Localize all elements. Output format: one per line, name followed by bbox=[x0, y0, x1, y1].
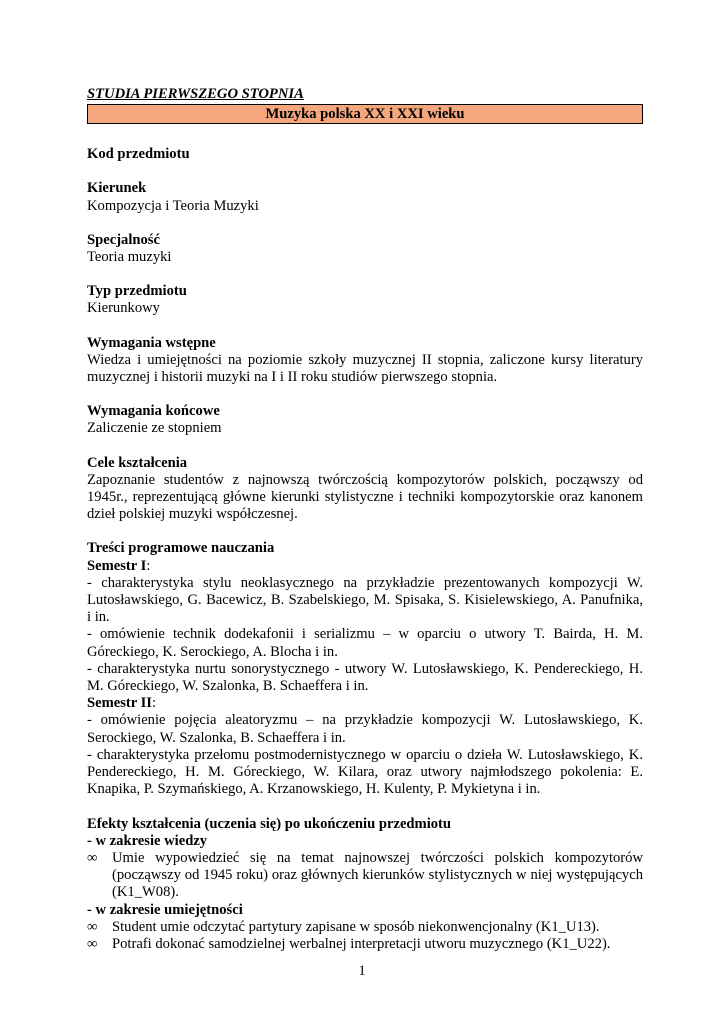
semester-2-label: Semestr II: bbox=[87, 695, 157, 712]
outcome-text: Student umie odczytać partytury zapisane w sposób niekonwencjonalny (K1_U13). bbox=[112, 918, 600, 935]
course-title-box: Muzyka polska XX i XXI wieku bbox=[87, 104, 643, 124]
list-item bbox=[87, 936, 643, 953]
page-number: 1 bbox=[358, 963, 366, 979]
field-heading: Kierunek bbox=[87, 180, 147, 197]
infinity-bullet-icon: ∞ bbox=[87, 935, 98, 952]
skills-list bbox=[87, 919, 643, 953]
skills-label: - w zakresie umiejętności bbox=[87, 901, 243, 918]
learning-outcomes-heading: Efekty kształcenia (uczenia się) po ukończeniu przedmiotu bbox=[87, 815, 452, 832]
knowledge-label: - w zakresie wiedzy bbox=[87, 832, 208, 849]
list-item bbox=[87, 850, 643, 902]
course-type-heading: Typ przedmiotu bbox=[87, 283, 187, 300]
outcome-text: Umie wypowiedzieć się na temat najnowszej twórczości polskich kompozytorów (począwszy od 1945 roku) oraz głównych kierunków stylistycznych w niej występujących (K1_W08). bbox=[112, 849, 643, 901]
semester-1-item: - charakterystyka nurtu sonorystycznego - utwory W. Lutosławskiego, K. Pendereckiego, H. M. Góreckiego, W. Szalonka, B. Schaeffera i in. bbox=[87, 660, 643, 695]
semester-1-item: - omówienie technik dodekafonii i serializmu – w oparciu o utwory T. Bairda, H. M. Góreckiego, K. Serockiego, A. Blocha i in. bbox=[87, 626, 643, 660]
semester-2-item: - omówienie pojęcia aleatoryzmu – na przykładzie kompozycji W. Lutosławskiego, K. Serockiego, W. Szalonka, B. Schaeffera i in. bbox=[87, 712, 643, 746]
semester-2-item: - charakterystyka przełomu postmodernistycznego w oparciu o dzieła W. Lutosławskiego, K. Pendereckiego, H. M. Góreckiego, W. Kilara, oraz utwory najmłodszego pokolenia: E. Knapika, P. Szymańskiego, A. Krzanowskiego, H. Kulenty, P. Mykietyna i in. bbox=[87, 746, 643, 798]
final-requirements-heading: Wymagania końcowe bbox=[87, 403, 220, 420]
infinity-bullet-icon: ∞ bbox=[87, 849, 98, 866]
field-value: Kompozycja i Teoria Muzyki bbox=[87, 197, 259, 214]
outcome-text: Potrafi dokonać samodzielnej werbalnej interpretacji utworu muzycznego (K1_U22). bbox=[112, 935, 611, 952]
program-content-heading: Treści programowe nauczania bbox=[87, 540, 275, 557]
specialty-value: Teoria muzyki bbox=[87, 249, 172, 266]
specialty-heading: Specjalność bbox=[87, 231, 160, 248]
program-level-heading: STUDIA PIERWSZEGO STOPNIA bbox=[87, 86, 304, 102]
course-type-value: Kierunkowy bbox=[87, 300, 160, 317]
objectives-heading: Cele kształcenia bbox=[87, 454, 188, 471]
prerequisites-heading: Wymagania wstępne bbox=[87, 334, 216, 351]
knowledge-list bbox=[87, 850, 643, 902]
semester-1-item: - charakterystyka stylu neoklasycznego na przykładzie prezentowanych kompozycji W. Lutosławskiego, G. Bacewicz, B. Szabelskiego, M. Spisaka, S. Kisielewskiego, A. Panufnika, i in. bbox=[87, 574, 643, 626]
prerequisites-text: Wiedza i umiejętności na poziomie szkoły muzycznej II stopnia, zaliczone kursy literatury muzycznej i historii muzyki na I i II roku studiów pierwszego stopnia. bbox=[87, 351, 643, 386]
semester-1-label: Semestr I: bbox=[87, 557, 151, 574]
document-page bbox=[87, 86, 643, 953]
infinity-bullet-icon: ∞ bbox=[87, 918, 98, 935]
course-code-heading: Kod przedmiotu bbox=[87, 146, 190, 163]
list-item bbox=[87, 919, 643, 936]
objectives-text: Zapoznanie studentów z najnowszą twórczością kompozytorów polskich, począwszy od 1945r., reprezentującą główne kierunki stylistyczne i techniki kompozytorskie oraz kanonem dzieł polskiej muzyki współczesnej. bbox=[87, 471, 643, 523]
final-requirements-value: Zaliczenie ze stopniem bbox=[87, 420, 222, 437]
